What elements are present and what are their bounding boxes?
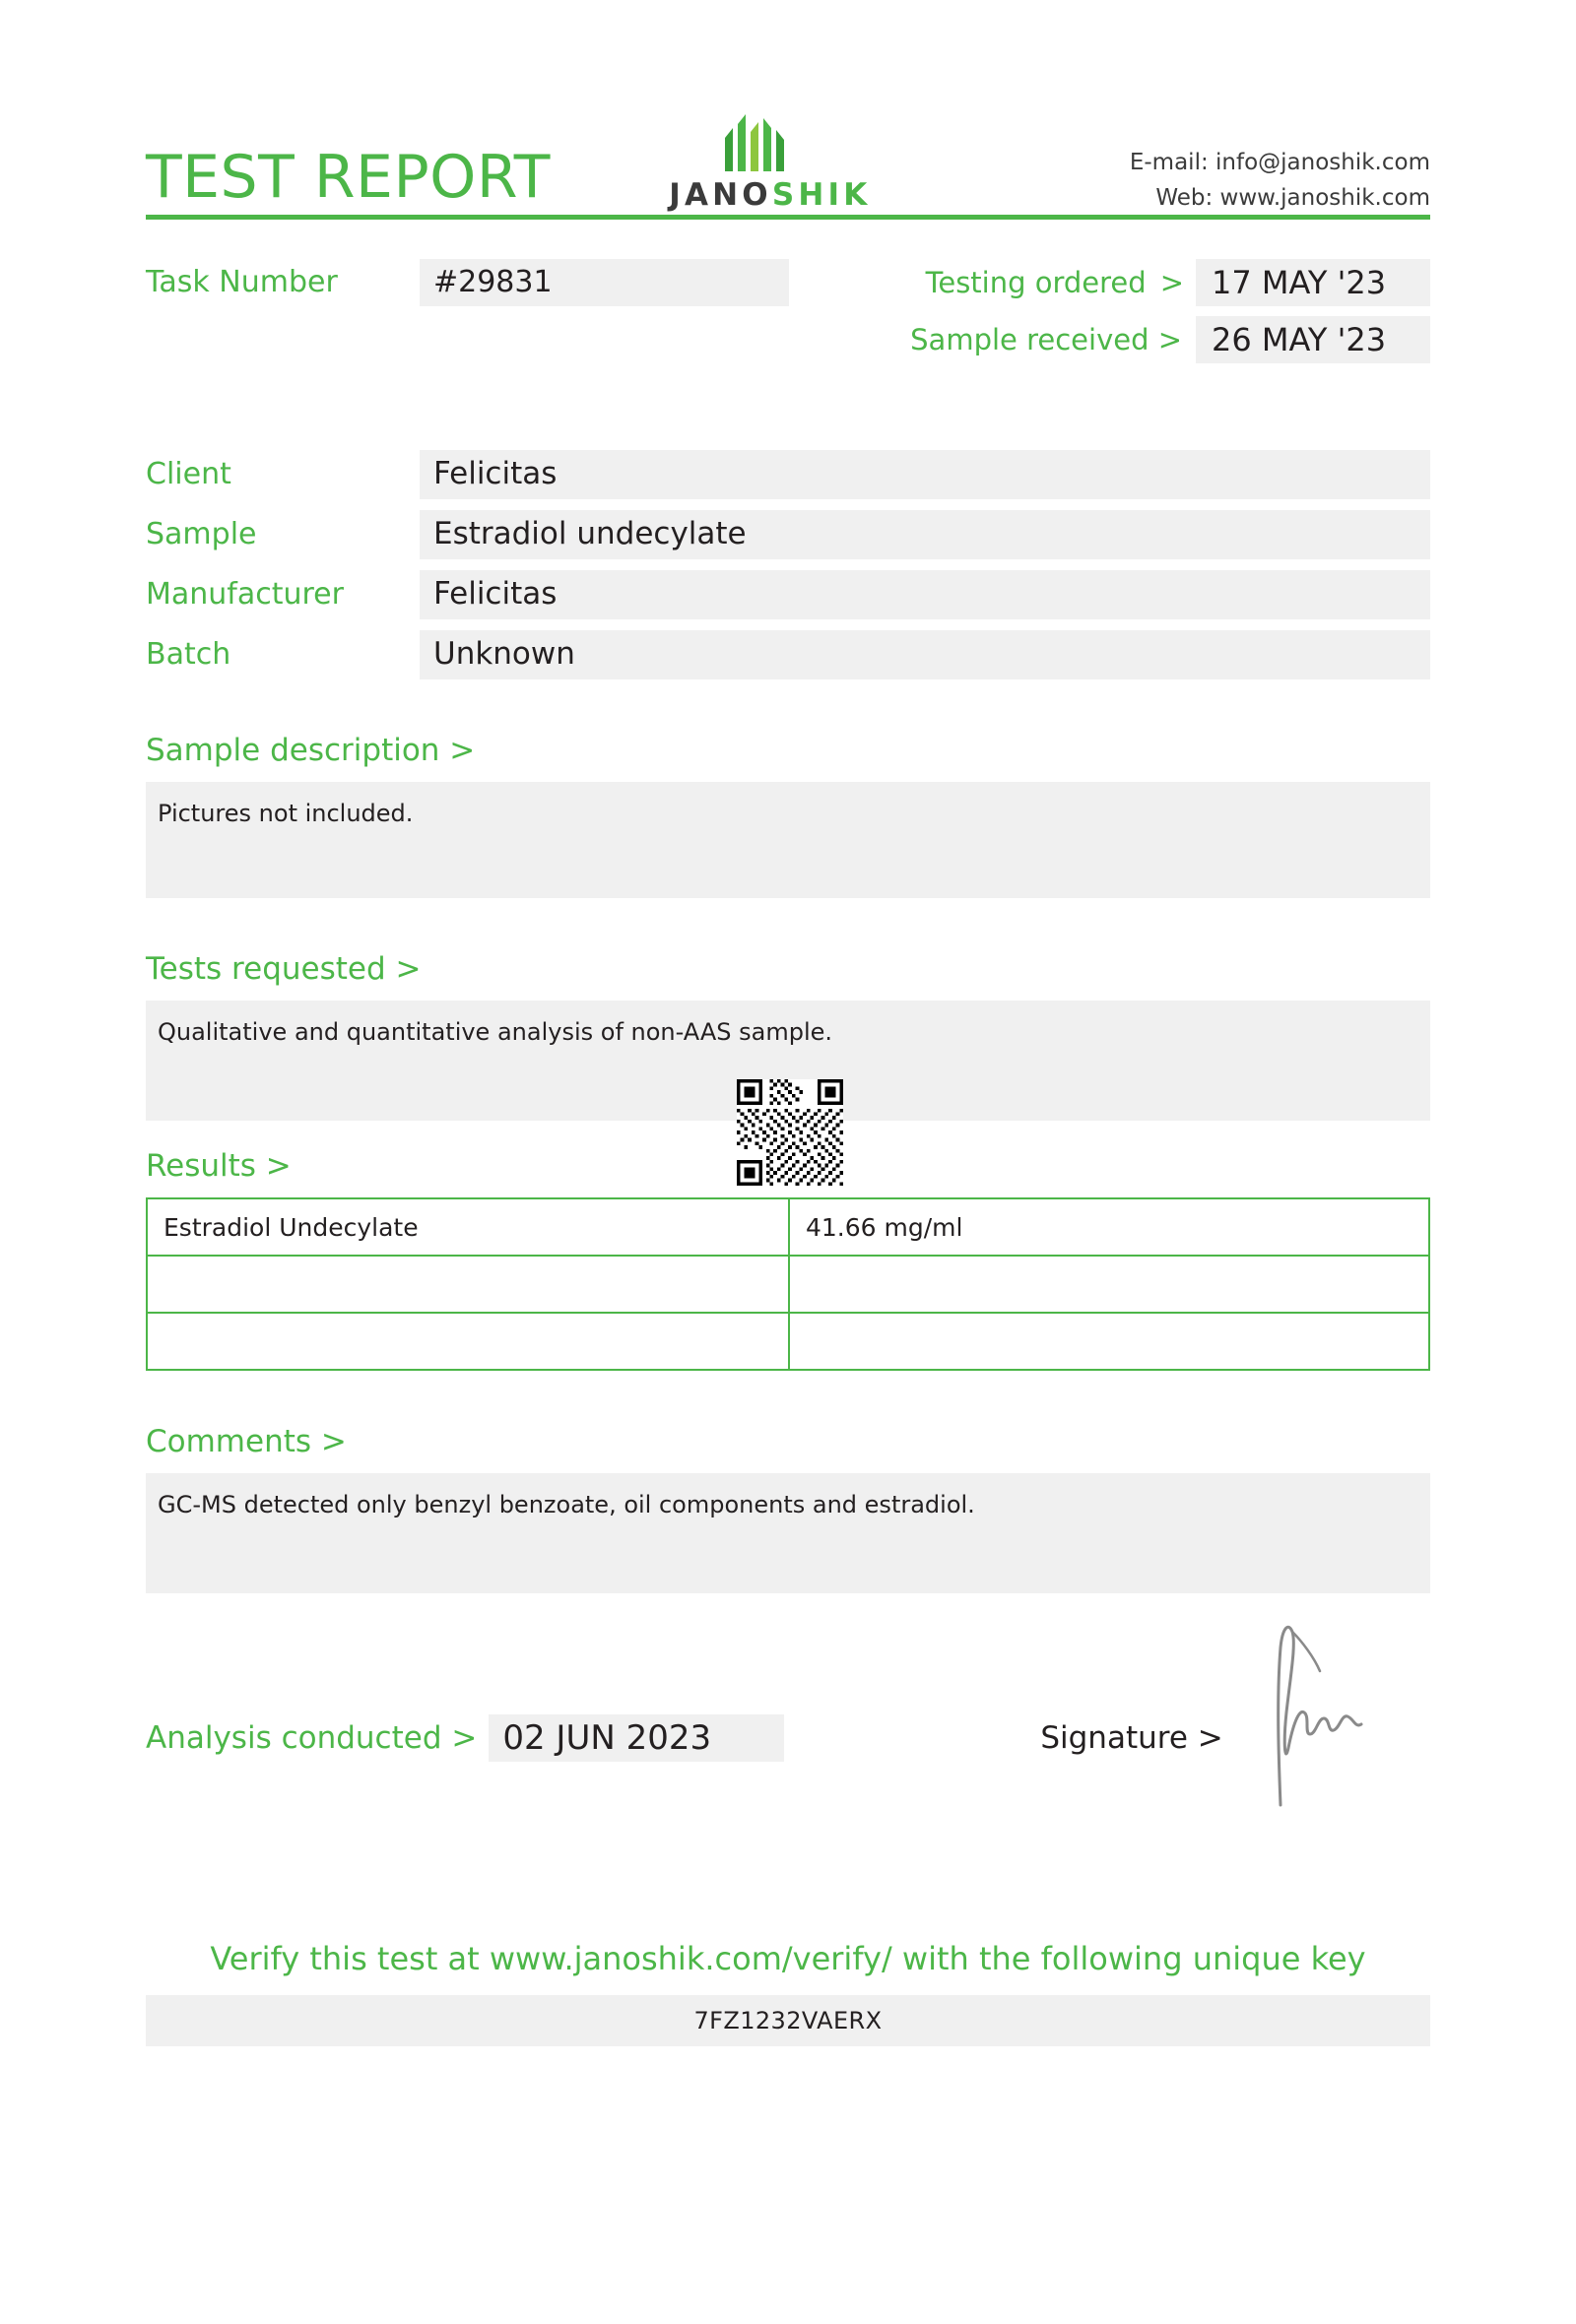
client-value: Felicitas xyxy=(420,450,1430,499)
info-row-manufacturer xyxy=(146,570,1430,619)
footer-row xyxy=(146,1704,1430,1773)
brand-wordmark-dark: JANO xyxy=(669,177,772,213)
batch-label: Batch xyxy=(146,637,231,672)
testing-ordered-value: 17 MAY '23 xyxy=(1196,259,1430,306)
tests-requested-heading: Tests requested > xyxy=(146,951,422,987)
sample-description-text: Pictures not included. xyxy=(146,782,1430,898)
analysis-conducted-label: Analysis conducted > xyxy=(146,1720,478,1756)
sample-value: Estradiol undecylate xyxy=(420,510,1430,559)
table-row xyxy=(147,1256,1429,1313)
result-value: 41.66 mg/ml xyxy=(789,1198,1429,1256)
qr-code-icon xyxy=(737,1079,843,1186)
sample-received-label: Sample received > xyxy=(910,323,1182,356)
info-row-batch xyxy=(146,630,1430,679)
handwritten-signature-icon xyxy=(1241,1618,1389,1815)
client-label: Client xyxy=(146,457,231,491)
sample-received-row xyxy=(879,316,1430,363)
testing-ordered-label: Testing ordered xyxy=(925,266,1147,299)
sample-label: Sample xyxy=(146,517,257,551)
date-block xyxy=(879,259,1430,373)
table-row xyxy=(147,1198,1429,1256)
table-row xyxy=(147,1313,1429,1370)
sample-description-heading: Sample description > xyxy=(146,733,476,768)
comments-text: GC-MS detected only benzyl benzoate, oil components and estradiol. xyxy=(146,1473,1430,1593)
task-number-value: #29831 xyxy=(420,259,789,306)
manufacturer-value: Felicitas xyxy=(420,570,1430,619)
brand-wordmark xyxy=(657,177,884,213)
contact-email: E-mail: info@janoshik.com xyxy=(1129,150,1430,175)
analysis-conducted-date: 02 JUN 2023 xyxy=(489,1714,784,1762)
page-title: TEST REPORT xyxy=(146,143,551,212)
brand-logo xyxy=(657,112,884,213)
janoshik-mountain-icon xyxy=(711,112,829,173)
info-fields xyxy=(146,450,1430,679)
info-row-client xyxy=(146,450,1430,499)
result-name xyxy=(147,1256,789,1313)
manufacturer-label: Manufacturer xyxy=(146,577,344,612)
result-name xyxy=(147,1313,789,1370)
sample-received-value: 26 MAY '23 xyxy=(1196,316,1430,363)
testing-ordered-row xyxy=(879,259,1430,306)
tests-requested-text: Qualitative and quantitative analysis of non-AAS sample. xyxy=(146,1001,1430,1121)
info-row-sample xyxy=(146,510,1430,559)
contact-web: Web: www.janoshik.com xyxy=(1155,184,1430,211)
report-header xyxy=(146,0,1430,213)
chevron-right-icon: > xyxy=(1159,266,1184,299)
comments-heading: Comments > xyxy=(146,1424,347,1459)
brand-wordmark-green: SHIK xyxy=(771,177,872,213)
result-value xyxy=(789,1313,1429,1370)
results-table xyxy=(146,1197,1430,1371)
verify-text: Verify this test at www.janoshik.com/verify/ with the following unique key xyxy=(210,1940,1366,1977)
results-heading-row xyxy=(146,1121,1430,1192)
task-row xyxy=(146,259,1430,373)
results-heading: Results > xyxy=(146,1148,292,1184)
result-name: Estradiol Undecylate xyxy=(147,1198,789,1256)
signature-image xyxy=(1241,1618,1389,1819)
batch-value: Unknown xyxy=(420,630,1430,679)
task-number-label: Task Number xyxy=(146,265,338,299)
unique-key-value: 7FZ1232VAERX xyxy=(146,1995,1430,2046)
contact-info xyxy=(1130,146,1430,216)
result-value xyxy=(789,1256,1429,1313)
signature-label: Signature > xyxy=(1040,1720,1223,1756)
